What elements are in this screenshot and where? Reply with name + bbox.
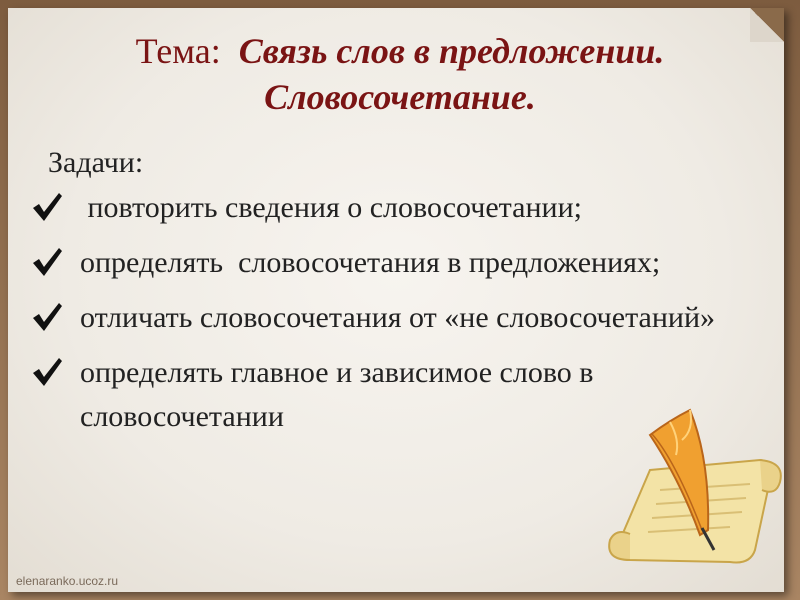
title-topic-line2: Словосочетание.: [264, 77, 536, 117]
task-text: повторить сведения о словосочетании;: [80, 191, 582, 224]
slide-title: [0, 28, 800, 120]
task-text: отличать словосочетания от «не словосочетаний»: [80, 301, 716, 334]
task-text: определять главное и зависимое слово в словосочетании: [80, 356, 594, 433]
title-label: Тема:: [135, 31, 221, 71]
task-item: [28, 241, 728, 285]
task-item: [28, 186, 728, 230]
task-text: определять словосочетания в предложениях;: [80, 246, 661, 279]
checkmark-icon: [30, 355, 64, 389]
quill-scroll-icon: [590, 400, 790, 570]
title-topic-line1: Связь слов в предложении.: [238, 31, 665, 71]
checkmark-icon: [30, 300, 64, 334]
tasks-heading: Задачи:: [48, 146, 144, 179]
task-item: [28, 296, 728, 340]
source-caption: elenaranko.ucoz.ru: [16, 574, 119, 588]
checkmark-icon: [30, 190, 64, 224]
checkmark-icon: [30, 245, 64, 279]
